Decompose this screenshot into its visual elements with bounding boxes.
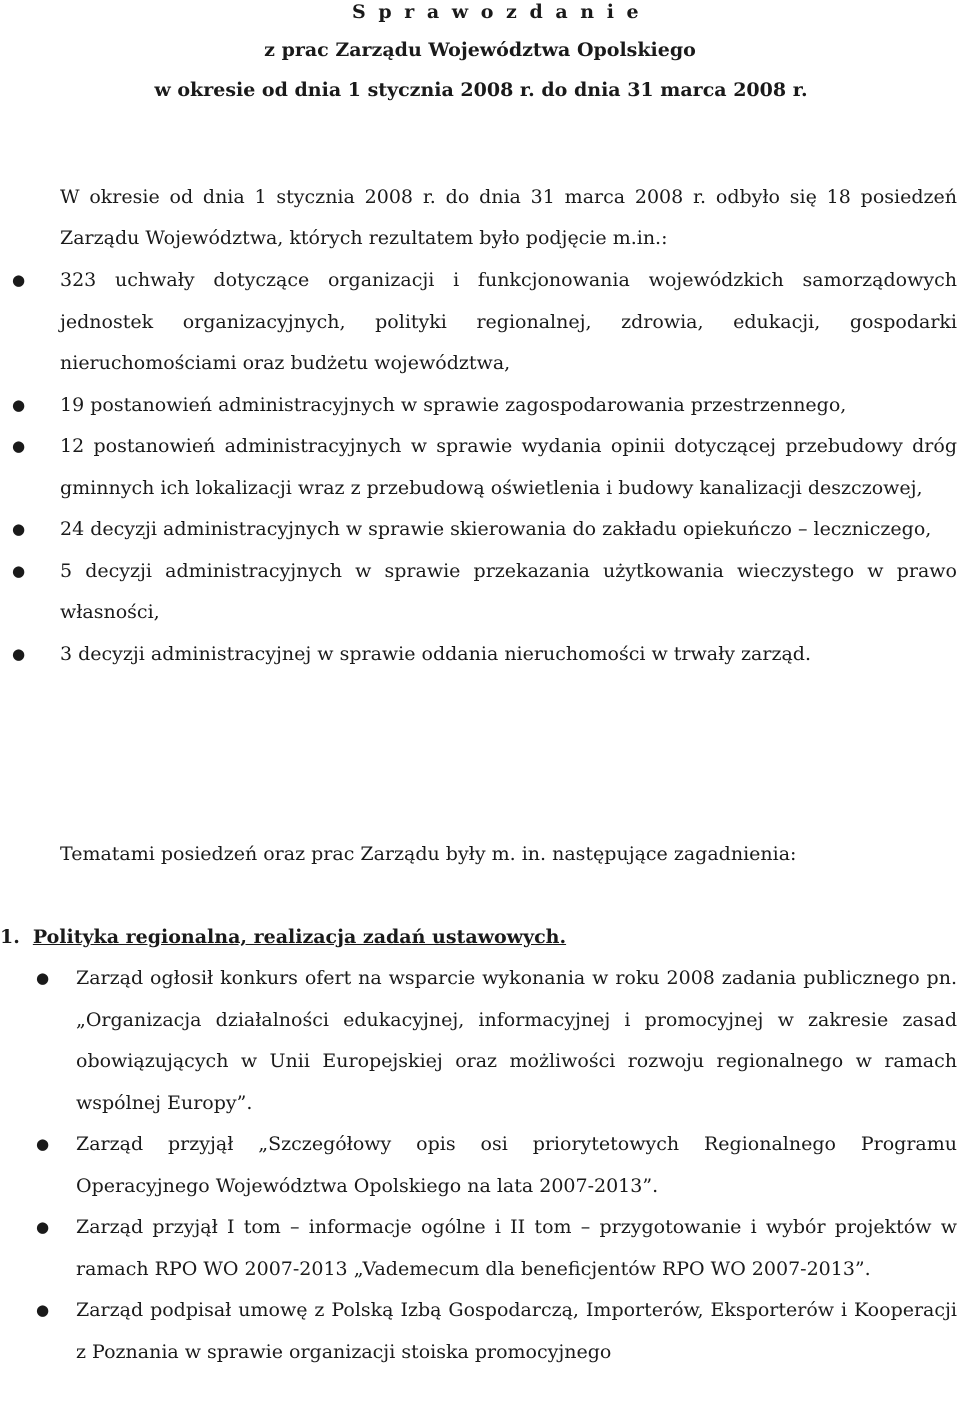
bullet-icon: ● xyxy=(36,969,50,987)
list-item xyxy=(36,1290,957,1373)
list-item-text: 19 postanowień administracyjnych w sprawie zagospodarowania przestrzennego, xyxy=(60,393,847,416)
list-item-text: 12 postanowień administracyjnych w sprawie wydania opinii dotyczącej przebudowy dróg gminnych ich lokalizacji wraz z przebudową oświetlenia i budowy kanalizacji deszczowej, xyxy=(60,435,957,499)
list-item xyxy=(12,509,957,551)
document-title: S p r a w o z d a n i e xyxy=(352,1,642,23)
topics-intro: Tematami posiedzeń oraz prac Zarządu były m. in. następujące zagadnienia: xyxy=(60,843,797,865)
list-item xyxy=(36,958,957,1124)
document-period: w okresie od dnia 1 stycznia 2008 r. do dnia 31 marca 2008 r. xyxy=(154,79,808,101)
list-item xyxy=(12,385,957,427)
list-item-text: Zarząd ogłosił konkurs ofert na wsparcie wykonania w roku 2008 zadania publicznego pn. „Organizacja działalności edukacyjnej, informacyjnej i promocyjnej w zakresie zasad obowiązujących w Unii Europejskiej oraz możliwości rozwoju regionalnego w ramach wspólnej Europy”. xyxy=(76,967,957,1114)
list-item xyxy=(12,634,957,676)
list-item-text: 24 decyzji administracyjnych w sprawie skierowania do zakładu opiekuńczo – leczniczego, xyxy=(60,518,932,540)
bullet-icon: ● xyxy=(12,271,26,289)
section-title: Polityka regionalna, realizacja zadań ustawowych. xyxy=(32,926,567,948)
document-subtitle: z prac Zarządu Województwa Opolskiego xyxy=(264,39,696,61)
bullet-icon: ● xyxy=(12,644,26,663)
list-item-text: Zarząd przyjął „Szczegółowy opis osi priorytetowych Regionalnego Programu Operacyjnego Województwa Opolskiego na lata 2007-2013”. xyxy=(76,1133,957,1197)
bullet-icon: ● xyxy=(12,437,26,455)
list-item xyxy=(36,1124,957,1207)
list-item xyxy=(12,426,957,509)
intro-paragraph: W okresie od dnia 1 stycznia 2008 r. do dnia 31 marca 2008 r. odbyło się 18 posiedzeń Zarządu Województwa, których rezultatem było podjęcie m.in.: xyxy=(60,186,957,249)
list-item-text: 323 uchwały dotyczące organizacji i funkcjonowania wojewódzkich samorządowych jednostek organizacyjnych, polityki regionalnej, zdrowia, edukacji, gospodarki nieruchomościami oraz budżetu województwa, xyxy=(60,269,957,374)
list-item xyxy=(12,551,957,634)
bullet-icon: ● xyxy=(36,1301,50,1319)
bullet-icon: ● xyxy=(36,1218,50,1236)
list-item xyxy=(36,1207,957,1290)
results-list xyxy=(12,260,957,675)
bullet-icon: ● xyxy=(36,1135,50,1153)
section-number: 1. xyxy=(0,926,20,948)
list-item-text: 5 decyzji administracyjnych w sprawie przekazania użytkowania wieczystego w prawo własności, xyxy=(60,559,957,623)
list-item-text: 3 decyzji administracyjnej w sprawie oddania nieruchomości w trwały zarząd. xyxy=(60,642,811,665)
bullet-icon: ● xyxy=(12,395,26,414)
bullet-icon: ● xyxy=(12,561,26,580)
bullet-icon: ● xyxy=(12,520,26,538)
list-item-text: Zarząd podpisał umowę z Polską Izbą Gospodarczą, Importerów, Eksporterów i Kooperacji z Poznania w sprawie organizacji stoiska promocyjnego xyxy=(76,1299,957,1363)
section-items-list xyxy=(36,958,957,1373)
section-heading xyxy=(0,917,566,958)
list-item xyxy=(12,260,957,385)
list-item-text: Zarząd przyjął I tom – informacje ogólne i II tom – przygotowanie i wybór projektów w ramach RPO WO 2007-2013 „Vademecum dla beneficjentów RPO WO 2007-2013”. xyxy=(76,1216,957,1280)
